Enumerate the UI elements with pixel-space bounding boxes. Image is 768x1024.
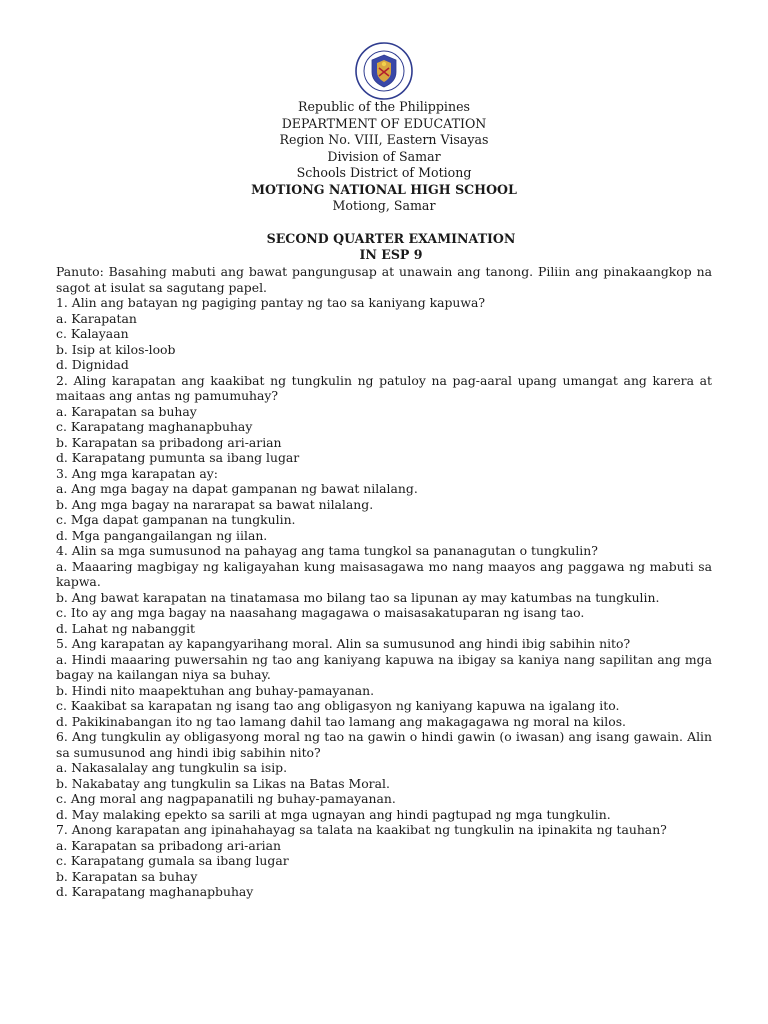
choice: c. Karapatang maghanapbuhay [56, 419, 253, 434]
header-department: DEPARTMENT OF EDUCATION [281, 115, 487, 131]
header-school: MOTIONG NATIONAL HIGH SCHOOL [251, 181, 517, 197]
exam-title-block [0, 231, 768, 263]
exam-title: SECOND QUARTER EXAMINATION [266, 231, 516, 246]
choice: c. Kalayaan [56, 326, 129, 341]
choice: d. Mga pangangailangan ng iilan. [56, 527, 268, 543]
choice: c. Kaakibat sa karapatan ng isang tao ang obligasyon ng kaniyang kapuwa na igalang ito. [56, 698, 620, 713]
choice: b. Nakabatay ang tungkulin sa Likas na Batas Moral. [56, 775, 390, 791]
choice: b. Isip at kilos-loob [56, 341, 176, 357]
choice: c. Ito ay ang mga bagay na naasahang magagawa o maisasakatuparan ng isang tao. [56, 605, 585, 620]
question-text: 5. Ang karapatan ay kapangyarihang moral. Alin sa sumusunod ang hindi ibig sabihin nito? [56, 636, 631, 651]
question-2 [56, 373, 712, 466]
choice: d. Karapatang maghanapbuhay [56, 884, 254, 899]
choice: a. Maaaring magbigay ng kaligayahan kung maisasagawa mo nang maayos ang paggawa ng mabuti sa kapwa. [56, 558, 712, 589]
header-district: Schools District of Motiong [296, 165, 472, 180]
question-text: 6. Ang tungkulin ay obligasyong moral ng tao na gawin o hindi gawin (o iwasan) ang isang gawain. Alin sa sumusunod ang hindi ibig sabihin nito? [56, 729, 712, 760]
choice: d. Karapatang pumunta sa ibang lugar [56, 450, 300, 465]
choice: d. May malaking epekto sa sarili at mga ugnayan ang hindi pagtupad ng mga tungkulin. [56, 806, 611, 822]
question-text: 2. Aling karapatan ang kaakibat ng tungkulin ng patuloy na pag-aaral upang umangat ang karera at maitaas ang antas ng pamumuhay? [56, 372, 712, 403]
instructions: Panuto: Basahing mabuti ang bawat pangungusap at unawain ang tanong. Piliin ang pinakaangkop na sagot at isulat sa sagutang papel. [56, 264, 712, 295]
choice: d. Lahat ng nabanggit [56, 620, 196, 636]
header-region: Region No. VIII, Eastern Visayas [279, 132, 489, 147]
choice: b. Ang bawat karapatan na tinatamasa mo bilang tao sa lipunan ay may katumbas na tungkulin. [56, 589, 660, 605]
exam-subject: IN ESP 9 [359, 247, 423, 262]
choice: d. Dignidad [56, 357, 129, 372]
question-5 [56, 636, 712, 729]
question-text: 1. Alin ang batayan ng pagiging pantay ng tao sa kaniyang kapuwa? [56, 295, 486, 310]
header-location: Motiong, Samar [332, 198, 436, 213]
choice: a. Nakasalalay ang tungkulin sa isip. [56, 760, 288, 775]
exam-body [56, 264, 712, 900]
choice: a. Hindi maaaring puwersahin ng tao ang kaniyang kapuwa na ibigay sa kaniya nang sapilitan ang mga bagay na kailangan niya sa buhay. [56, 651, 712, 682]
document-header [0, 99, 768, 215]
seal-graphic [355, 42, 413, 100]
question-text: 7. Anong karapatan ang ipinahahayag sa talata na kaakibat ng tungkulin na ipinakita ng tauhan? [56, 822, 667, 837]
deped-seal-icon [355, 42, 413, 100]
choice: b. Ang mga bagay na nararapat sa bawat nilalang. [56, 496, 374, 512]
question-6 [56, 729, 712, 822]
header-republic: Republic of the Philippines [297, 99, 470, 114]
question-text: 4. Alin sa mga sumusunod na pahayag ang tama tungkol sa pananagutan o tungkulin? [56, 543, 598, 558]
choice: b. Hindi nito maapektuhan ang buhay-pamayanan. [56, 682, 375, 698]
question-4 [56, 543, 712, 636]
question-text: 3. Ang mga karapatan ay: [56, 465, 218, 481]
choice: a. Ang mga bagay na dapat gampanan ng bawat nilalang. [56, 481, 418, 496]
choice: c. Ang moral ang nagpapanatili ng buhay-pamayanan. [56, 791, 396, 806]
question-3 [56, 466, 712, 544]
choice: a. Karapatan [56, 310, 137, 326]
question-7 [56, 822, 712, 900]
choice: a. Karapatan sa pribadong ari-arian [56, 837, 281, 853]
choice: d. Pakikinabangan ito ng tao lamang dahil tao lamang ang makagagawa ng moral na kilos. [56, 713, 626, 729]
choice: c. Karapatang gumala sa ibang lugar [56, 853, 289, 868]
choice: b. Karapatan sa pribadong ari-arian [56, 434, 282, 450]
choice: c. Mga dapat gampanan na tungkulin. [56, 512, 296, 527]
choice: b. Karapatan sa buhay [56, 868, 198, 884]
header-division: Division of Samar [327, 148, 441, 164]
question-1 [56, 295, 712, 373]
choice: a. Karapatan sa buhay [56, 403, 197, 419]
